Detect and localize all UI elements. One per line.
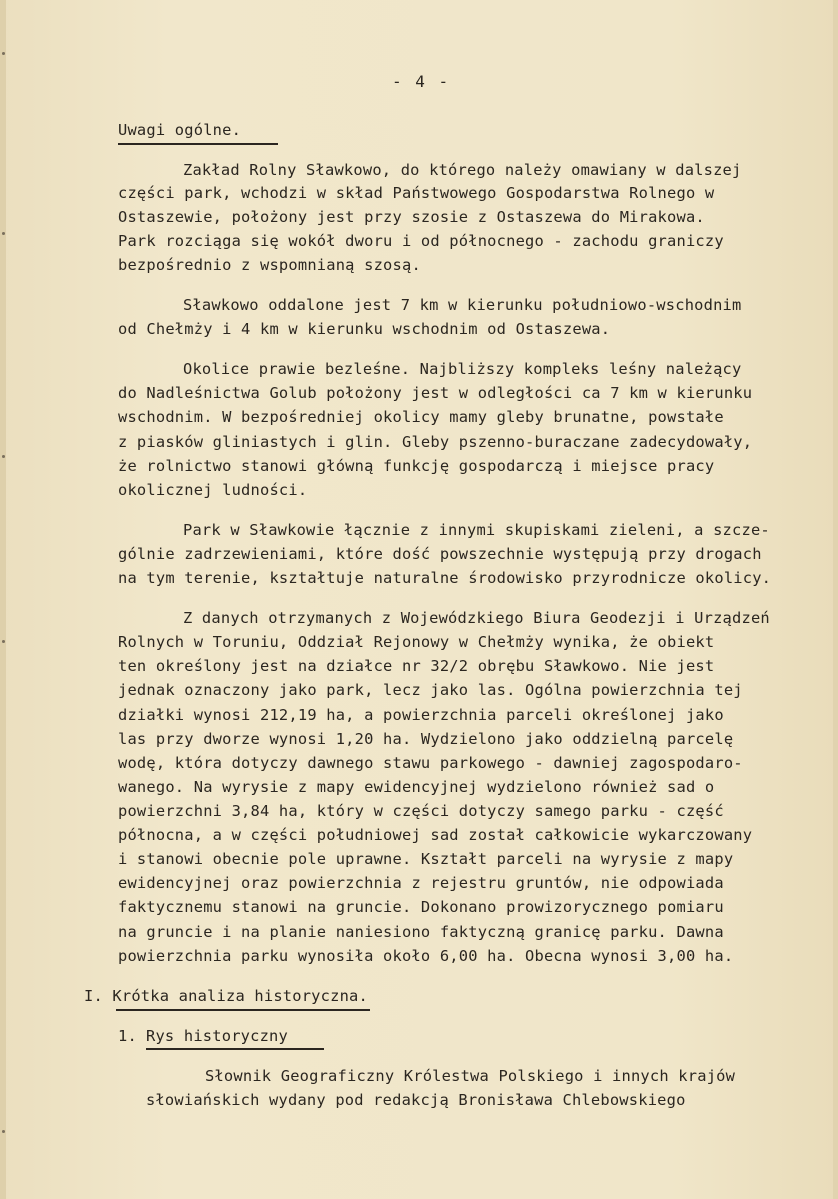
section-heading-general: Uwagi ogólne.	[118, 121, 242, 139]
text-line: Rolnych w Toruniu, Oddział Rejonowy w Chełmży wynika, że obiekt	[118, 633, 715, 651]
text-line: części park, wchodzi w skład Państwowego Gospodarstwa Rolnego w	[118, 184, 715, 202]
text-line: Sławkowo oddalone jest 7 km w kierunku południowo-wschodnim	[183, 296, 742, 314]
text-line: działki wynosi 212,19 ha, a powierzchnia parceli określonej jako	[118, 706, 724, 724]
text-line: jednak oznaczony jako park, lecz jako las. Ogólna powierzchnia tej	[118, 681, 743, 699]
text-line: słowiańskich wydany pod redakcją Bronisława Chlebowskiego	[146, 1091, 686, 1109]
text-line: na gruncie i na planie naniesiono faktyczną granicę parku. Dawna	[118, 923, 724, 941]
heading-underline	[146, 1048, 324, 1050]
text-line: wodę, która dotyczy dawnego stawu parkowego - dawniej zagospodaro-	[118, 754, 743, 772]
text-line: bezpośrednio z wspomnianą szosą.	[118, 256, 421, 274]
subheading-number: 1.	[118, 1027, 137, 1045]
heading-underline	[118, 143, 278, 145]
text-line: okolicznej ludności.	[118, 481, 308, 499]
text-line: ten określony jest na działce nr 32/2 obrębu Sławkowo. Nie jest	[118, 657, 715, 675]
text-line: powierzchnia parku wynosiła około 6,00 ha. Obecna wynosi 3,00 ha.	[118, 947, 734, 965]
text-line: Ostaszewie, położony jest przy szosie z Ostaszewa do Mirakowa.	[118, 208, 705, 226]
text-line: Park w Sławkowie łącznie z innymi skupiskami zieleni, a szcze-	[183, 521, 770, 539]
text-line: z piasków gliniastych i glin. Gleby pszenno-buraczane zadecydowały,	[118, 433, 753, 451]
text-line: i stanowi obecnie pole uprawne. Kształt parceli na wyrysie z mapy	[118, 850, 734, 868]
text-line: wschodnim. W bezpośredniej okolicy mamy gleby brunatne, powstałe	[118, 408, 724, 426]
text-line: Park rozciąga się wokół dworu i od północnego - zachodu graniczy	[118, 232, 724, 250]
text-line: las przy dworze wynosi 1,20 ha. Wydzielono jako oddzielną parcelę	[118, 730, 734, 748]
text-line: gólnie zadrzewieniami, które dość powszechnie występują przy drogach	[118, 545, 762, 563]
heading-underline	[116, 1009, 370, 1011]
text-line: faktycznemu stanowi na gruncie. Dokonano prowizorycznego pomiaru	[118, 898, 724, 916]
text-line: od Chełmży i 4 km w kierunku wschodnim od Ostaszewa.	[118, 320, 611, 338]
scan-speck	[2, 640, 5, 643]
section-heading-history: I. Krótka analiza historyczna.	[84, 987, 368, 1005]
text-line: na tym terenie, kształtuje naturalne środowisko przyrodnicze okolicy.	[118, 569, 772, 587]
scan-speck	[2, 52, 5, 55]
text-line: Słownik Geograficzny Królestwa Polskiego i innych krajów	[205, 1067, 736, 1085]
text-line: do Nadleśnictwa Golub położony jest w odległości ca 7 km w kierunku	[118, 384, 753, 402]
page-number: - 4 -	[392, 72, 451, 91]
text-line: ewidencyjnej oraz powierzchnia z rejestru gruntów, nie odpowiada	[118, 874, 724, 892]
scan-right-edge	[833, 0, 838, 1199]
text-line: że rolnictwo stanowi główną funkcję gospodarczą i miejsce pracy	[118, 457, 715, 475]
scan-speck	[2, 232, 5, 235]
text-line: Z danych otrzymanych z Wojewódzkiego Biura Geodezji i Urządzeń	[183, 609, 770, 627]
scan-speck	[2, 1130, 5, 1133]
subheading-history-outline: Rys historyczny	[146, 1027, 288, 1045]
scan-left-edge	[0, 0, 6, 1199]
text-line: wanego. Na wyrysie z mapy ewidencyjnej wydzielono również sad o	[118, 778, 715, 796]
text-line: powierzchni 3,84 ha, który w części dotyczy samego parku - część	[118, 802, 724, 820]
text-line: północna, a w części południowej sad został całkowicie wykarczowany	[118, 826, 753, 844]
scan-speck	[2, 455, 5, 458]
text-line: Okolice prawie bezleśne. Najbliższy kompleks leśny należący	[183, 360, 742, 378]
text-line: Zakład Rolny Sławkowo, do którego należy omawiany w dalszej	[183, 161, 742, 179]
